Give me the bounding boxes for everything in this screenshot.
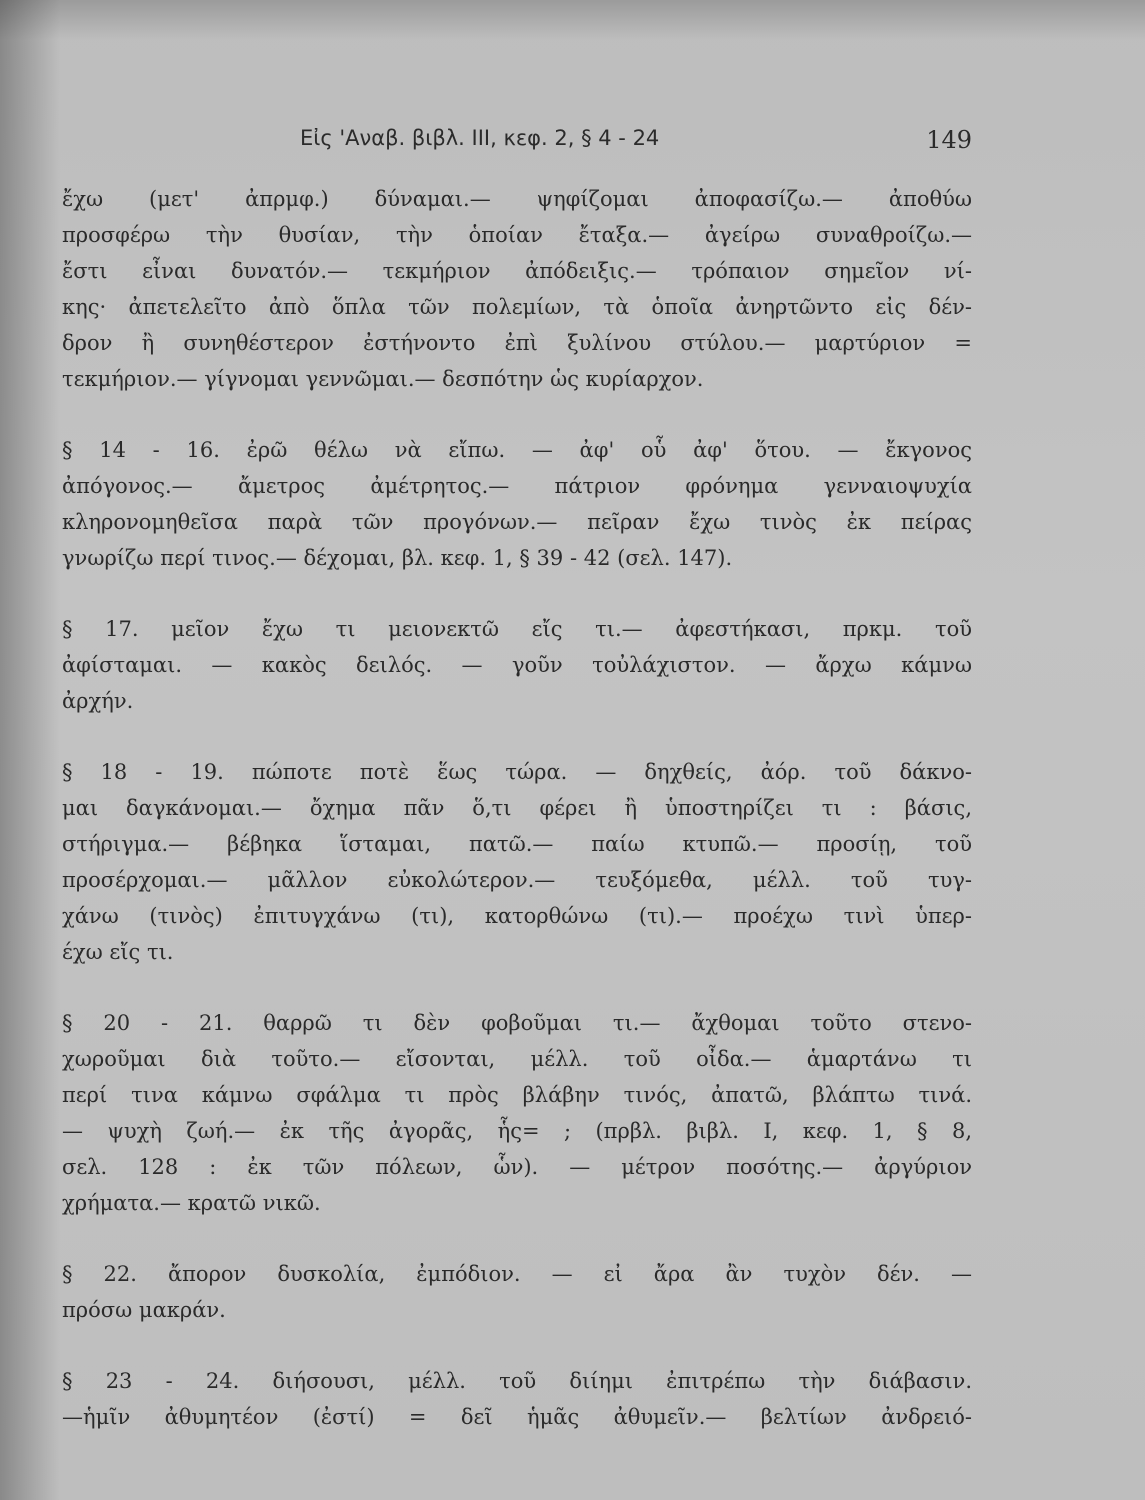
text-line: χρήματα.— κρατῶ νικῶ. — [62, 1191, 321, 1215]
text-line: § 17. μεῖον ἔχω τι μειονεκτῶ εἴς τι.— ἀφεστήκασι, πρκμ. τοῦ — [62, 617, 972, 641]
text-line: § 14 - 16. ἐρῶ θέλω νὰ εἴπω. — ἀφ' οὗ ἀφ' ὅτου. — ἔκγονος — [62, 438, 972, 462]
paragraph-22 — [62, 1256, 972, 1328]
text-line: ἀπόγονος.— ἄμετρος ἀμέτρητος.— πάτριον φρόνημα γενναιοψυχία — [62, 474, 972, 498]
text-line: σελ. 128 : ἐκ τῶν πόλεων, ὧν). — μέτρον ποσότης.— ἀργύριον — [62, 1155, 972, 1179]
text-line: γνωρίζω περί τινος.— δέχομαι, βλ. κεφ. 1, § 39 - 42 (σελ. 147). — [62, 546, 733, 570]
text-line: έχω εἴς τι. — [62, 940, 174, 964]
running-title: Εἰς 'Αναβ. βιβλ. III, κεφ. 2, § 4 - 24 — [300, 126, 660, 150]
text-line: ἔχω (μετ' ἀπρμφ.) δύναμαι.— ψηφίζομαι ἀποφασίζω.— ἀποθύω — [62, 187, 972, 211]
paragraph-18-19 — [62, 754, 972, 970]
text-line: § 23 - 24. διήσουσι, μέλλ. τοῦ διίημι ἐπιτρέπω τὴν διάβασιν. — [62, 1369, 972, 1393]
page-edge-shadow — [0, 0, 60, 1500]
text-line: § 22. ἄπορον δυσκολία, ἐμπόδιον. — εἰ ἄρα ἂν τυχὸν δέν. — — [62, 1262, 972, 1286]
page-top-shadow — [0, 0, 1145, 40]
text-line: χάνω (τινὸς) ἐπιτυγχάνω (τι), κατορθώνω (τι).— προέχω τινὶ ὑπερ- — [62, 904, 972, 928]
text-line: § 20 - 21. θαρρῶ τι δὲν φοβοῦμαι τι.— ἄχθομαι τοῦτο στενο- — [62, 1011, 972, 1035]
text-line: δρον ἢ συνηθέστερον ἐστήνοντο ἐπὶ ξυλίνου στύλου.— μαρτύριον = — [62, 331, 972, 355]
text-line: ἔστι εἶναι δυνατόν.— τεκμήριον ἀπόδειξις.— τρόπαιον σημεῖον νί- — [62, 259, 972, 283]
text-line: ἀφίσταμαι. — κακὸς δειλός. — γοῦν τοὐλάχιστον. — ἄρχω κάμνω — [62, 653, 972, 677]
text-line: — ψυχὴ ζωή.— ἐκ τῆς ἀγορᾶς, ἧς= ; (πρβλ. βιβλ. I, κεφ. 1, § 8, — [62, 1119, 972, 1143]
text-line: μαι δαγκάνομαι.— ὄχημα πᾶν ὅ,τι φέρει ἢ ὑποστηρίζει τι : βάσις, — [62, 796, 972, 820]
paragraph-20-21 — [62, 1005, 972, 1221]
page-body — [62, 181, 972, 1435]
text-line: περί τινα κάμνω σφάλμα τι πρὸς βλάβην τινός, ἀπατῶ, βλάπτω τινά. — [62, 1083, 972, 1107]
text-line: προσέρχομαι.— μᾶλλον εὐκολώτερον.— τευξόμεθα, μέλλ. τοῦ τυγ- — [62, 868, 972, 892]
paragraph-intro — [62, 181, 972, 397]
text-line: πρόσω μακράν. — [62, 1298, 226, 1322]
text-line: κληρονομηθεῖσα παρὰ τῶν προγόνων.— πεῖραν ἔχω τινὸς ἐκ πείρας — [62, 510, 972, 534]
paragraph-17 — [62, 611, 972, 719]
paragraph-14-16 — [62, 432, 972, 576]
text-line: τεκμήριον.— γίγνομαι γεννῶμαι.— δεσπότην ὡς κυρίαρχον. — [62, 367, 704, 391]
text-line: ἀρχήν. — [62, 689, 134, 713]
text-line: § 18 - 19. πώποτε ποτὲ ἕως τώρα. — δηχθείς, ἀόρ. τοῦ δάκνο- — [62, 760, 972, 784]
text-line: κης· ἀπετελεῖτο ἀπὸ ὅπλα τῶν πολεμίων, τὰ ὁποῖα ἀνηρτῶντο εἰς δέν- — [62, 295, 972, 319]
text-line: προσφέρω τὴν θυσίαν, τὴν ὁποίαν ἔταξα.— ἀγείρω συναθροίζω.— — [62, 223, 972, 247]
text-line: στήριγμα.— βέβηκα ἵσταμαι, πατῶ.— παίω κτυπῶ.— προσίῃ, τοῦ — [62, 832, 972, 856]
page-number: 149 — [926, 126, 972, 154]
text-line: χωροῦμαι διὰ τοῦτο.— εἴσονται, μέλλ. τοῦ οἶδα.— ἁμαρτάνω τι — [62, 1047, 972, 1071]
paragraph-23-24 — [62, 1363, 972, 1435]
text-line: —ἡμῖν ἀθυμητέον (ἐστί) = δεῖ ἡμᾶς ἀθυμεῖν.— βελτίων ἀνδρειό- — [62, 1405, 972, 1429]
